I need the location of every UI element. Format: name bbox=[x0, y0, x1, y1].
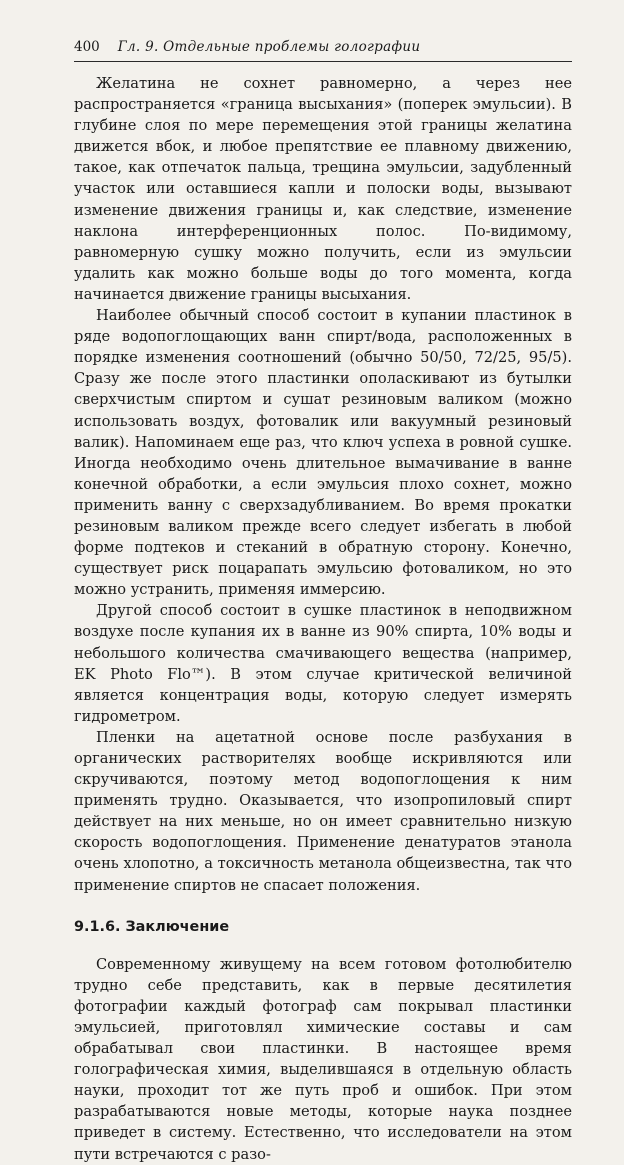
paragraph-acetate-films: Пленки на ацетатной основе после разбухания в органических растворителях вообще искривляются или скручиваются, поэтому метод водопоглощения к ним применять трудно. Оказывается, что изопропиловый спирт действует на них меньше, но он имеет сравнительно низкую скорость водопоглощения. Применение денатуратов этанола очень хлопотно, а токсичность метанола общеизвестна, так что применение спиртов не спасает положения. bbox=[74, 728, 572, 894]
paragraph-alcohol-baths: Наиболее обычный способ состоит в купании пластинок в ряде водопоглощающих ванн спирт/вода, расположенных в порядке изменения соотношений (обычно 50/50, 72/25, 95/5). Сразу же после этого пластинки ополаскивают из бутылки сверхчистым спиртом и сушат резиновым валиком (можно использовать воздух, фотовалик или вакуумный резиновый валик). Напоминаем еще раз, что ключ успеха в ровной сушке. Иногда необходимо очень длительное вымачивание в ванне конечной обработки, а если эмульсия плохо сохнет, можно применить ванну с сверхзадубливанием. Во время прокатки резиновым валиком прежде всего следует избегать в любой форме подтеков и стеканий в обратную сторону. Конечно, существует риск поцарапать эмульсию фотовaликом, но это можно устранить, применяя иммерсию. bbox=[74, 307, 572, 599]
running-head bbox=[74, 38, 572, 62]
page-number: 400 bbox=[74, 39, 100, 55]
paragraph-still-air-drying: Другой способ состоит в сушке пластинок в неподвижном воздухе после купания их в ванне из 90% спирта, 10% воды и небольшого количества смачивающего вещества (например, EK Photo Flo™). В этом случае критической величиной является концентрация воды, которую следует измерять гидрометром. bbox=[74, 602, 572, 725]
section-heading: 9.1.6. Заключение bbox=[74, 918, 230, 935]
running-head-title: Гл. 9. Отдельные проблемы голографии bbox=[117, 39, 421, 55]
paragraph-drying-boundary: Желатина не сохнет равномерно, а через нее распространяется «граница высыхания» (поперек эмульсии). В глубине слоя по мере перемещения этой границы желатина движется вбок, и любое препятствие ее плавному движению, такое, как отпечаток пальца, трещина эмульсии, задубленный участок или оставшиеся капли и полоски воды, вызывают изменение движения границы и, как следствие, изменение наклона интерференционных полос. По-видимому, равномерную сушку можно получить, если из эмульсии удалить как можно больше воды до того момента, когда начинается движение границы высыхания. bbox=[74, 75, 572, 303]
paragraph-conclusion: Современному живущему на всем готовом фотолюбителю трудно себе представить, как в первые десятилетия фотографии каждый фотограф сам покрывал пластинки эмульсией, приготовлял химические составы и сам обрабатывал свои пластинки. В настоящее время голографическая химия, выделившаяся в отдельную область науки, проходит тот же путь проб и ошибок. При этом разрабатываются новые методы, которые наука позднее приведет в систему. Естественно, что исследователи на этом пути встречаются с разо- bbox=[74, 955, 572, 1163]
